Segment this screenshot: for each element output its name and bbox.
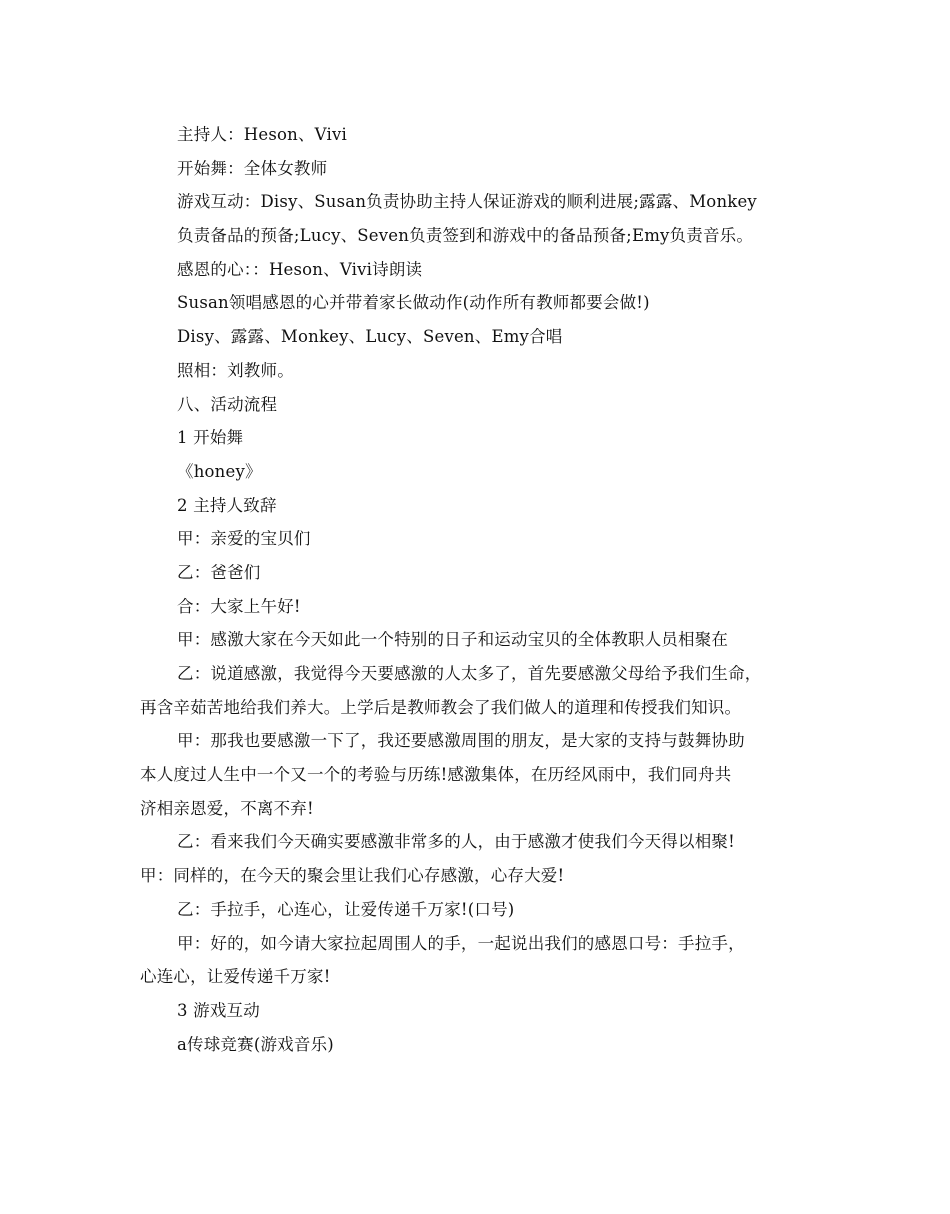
text-line: Disy、露露、Monkey、Lucy、Seven、Emy合唱 xyxy=(177,327,563,347)
text-line: 心连心，让爱传递千万家! xyxy=(140,967,331,987)
text-line: 乙：看来我们今天确实要感激非常多的人，由于感激才使我们今天得以相聚! xyxy=(177,832,735,852)
text-line: 1 开始舞 xyxy=(177,428,244,448)
text-line: 合：大家上午好! xyxy=(177,596,301,616)
text-line: 甲：同样的，在今天的聚会里让我们心存感激，心存大爱! xyxy=(140,866,565,886)
text-line: 乙：爸爸们 xyxy=(177,562,261,582)
text-line: 负责备品的预备;Lucy、Seven负责签到和游戏中的备品预备;Emy负责音乐。 xyxy=(177,226,754,246)
text-line: 济相亲恩爱，不离不弃! xyxy=(140,798,314,818)
text-line: 开始舞：全体女教师 xyxy=(177,158,328,178)
text-line: 照相：刘教师。 xyxy=(177,360,294,380)
text-line: 2 主持人致辞 xyxy=(177,495,277,515)
text-line: Susan领唱感恩的心并带着家长做动作(动作所有教师都要会做!) xyxy=(177,293,650,313)
text-line: 3 游戏互动 xyxy=(177,1000,260,1020)
text-line: 《honey》 xyxy=(177,461,262,481)
text-line: 甲：好的，如今请大家拉起周围人的手，一起说出我们的感恩口号：手拉手， xyxy=(177,933,745,953)
text-line: 感恩的心：：Heson、Vivi诗朗读 xyxy=(177,259,423,279)
text-line: 甲：亲爱的宝贝们 xyxy=(177,529,311,549)
text-line: 本人度过人生中一个又一个的考验与历练!感激集体，在历经风雨中，我们同舟共 xyxy=(140,765,732,785)
text-line: 再含辛茹苦地给我们养大。上学后是教师教会了我们做人的道理和传授我们知识。 xyxy=(140,697,742,717)
text-line: 乙：说道感激，我觉得今天要感激的人太多了，首先要感激父母给予我们生命， xyxy=(177,664,762,683)
text-line: a传球竞赛(游戏音乐) xyxy=(177,1034,334,1054)
text-line: 甲：那我也要感激一下了，我还要感激周围的朋友，是大家的支持与鼓舞协助 xyxy=(177,731,745,751)
text-line: 甲：感激大家在今天如此一个特别的日子和运动宝贝的全体教职人员相聚在 xyxy=(177,630,729,650)
text-line: 八、活动流程 xyxy=(177,394,278,414)
text-line: 主持人：Heson、Vivi xyxy=(177,125,347,144)
document-body xyxy=(140,118,810,1061)
text-line: 乙：手拉手，心连心，让爱传递千万家!(口号) xyxy=(177,899,515,919)
text-line: 游戏互动：Disy、Susan负责协助主持人保证游戏的顺利进展;露露、Monkey xyxy=(177,192,757,212)
